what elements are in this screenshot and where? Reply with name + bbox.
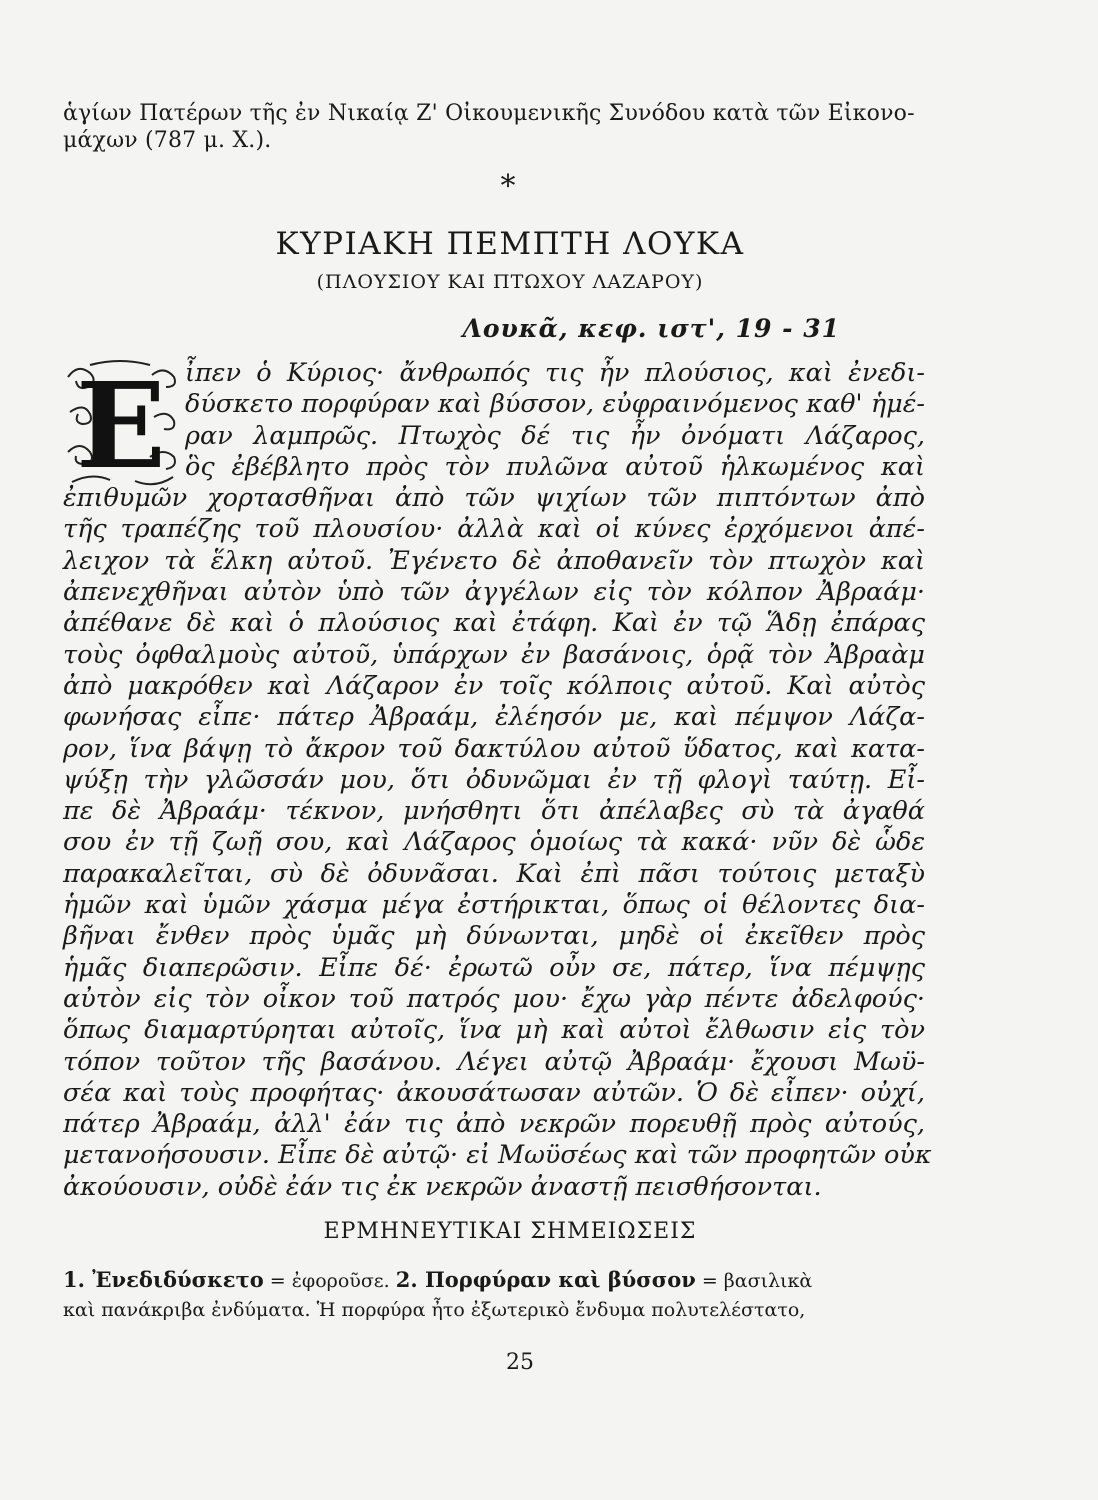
notes-line — [63, 1265, 925, 1296]
text-line: ἀπὸ μακρόθεν καὶ Λάζαρον ἐν τοῖς κόλποις αὐτοῦ. Καὶ αὐτὸς — [63, 670, 925, 701]
text-line: ἡμᾶς διαπερῶσιν. Εἶπε δέ· ἐρωτῶ οὖν σε, πάτερ, ἵνα πέμψῃς — [63, 952, 925, 983]
text-line: ὃς ἐβέβλητο πρὸς τὸν πυλῶνα αὐτοῦ ἡλκωμένος καὶ — [185, 451, 925, 482]
text-line: σέα καὶ τοὺς προφήτας· ἀκουσάτωσαν αὐτῶν. Ὁ δὲ εἶπεν· οὐχί, — [63, 1077, 925, 1108]
text-line: ραν λαμπρῶς. Πτωχὸς δέ τις ἦν ὀνόματι Λάζαρος, — [185, 420, 925, 451]
text-line: τόπον τοῦτον τῆς βασάνου. Λέγει αὐτῷ Ἀβραάμ· ἔχουσι Μωϋ- — [63, 1046, 925, 1077]
text-line: ἐπιθυμῶν χορτασθῆναι ἀπὸ τῶν ψιχίων τῶν πιπτόντων ἀπὸ — [63, 483, 925, 514]
note-definition: = ἐφοροῦσε. — [263, 1270, 396, 1292]
text-line: μετανοήσουσιν. Εἶπε δὲ αὐτῷ· εἰ Μωϋσέως καὶ τῶν προφητῶν οὐκ — [63, 1140, 932, 1171]
text-line: λειχον τὰ ἕλκη αὐτοῦ. Ἐγένετο δὲ ἀποθανεῖν τὸν πτωχὸν καὶ — [63, 545, 925, 576]
text-line: πάτερ Ἀβραάμ, ἀλλ' ἐάν τις ἀπὸ νεκρῶν πορευθῇ πρὸς αὐτούς, — [63, 1109, 925, 1140]
explanatory-notes — [63, 1265, 925, 1325]
note-term: 2. Πορφύραν καὶ βύσσον — [395, 1267, 696, 1292]
page-number: 25 — [506, 1350, 534, 1375]
text-line: ἀκούουσιν, οὐδὲ ἐάν τις ἐκ νεκρῶν ἀναστῇ πεισθήσονται. — [63, 1171, 822, 1202]
text-line: ἀπέθανε δὲ καὶ ὁ πλούσιος καὶ ἐτάφη. Καὶ ἐν τῷ Ἅδῃ ἐπάρας — [63, 608, 925, 639]
section-asterisk: * — [500, 169, 516, 204]
text-line: τῆς τραπέζης τοῦ πλουσίου· ἀλλὰ καὶ οἱ κύνες ἐρχόμενοι ἀπέ- — [63, 514, 925, 545]
scripture-reference: Λουκᾶ, κεφ. ιστ', 19 - 31 — [462, 314, 840, 343]
text-line: αὐτὸν εἰς τὸν οἶκον τοῦ πατρός μου· ἔχω γὰρ πέντε ἀδελφούς· — [63, 983, 925, 1014]
text-line: παρακαλεῖται, σὺ δὲ ὀδυνᾶσαι. Καὶ ἐπὶ πᾶσι τούτοις μεταξὺ — [63, 858, 925, 889]
drop-cap-letter: Ε — [76, 357, 166, 491]
text-line: ἶπεν ὁ Κύριος· ἄνθρωπός τις ἦν πλούσιος, καὶ ἐνεδι- — [185, 358, 925, 388]
note-definition: = βασιλικὰ — [695, 1270, 813, 1292]
notes-heading: ΕΡΜΗΝΕΥΤΙΚΑΙ ΣΗΜΕΙΩΣΕΙΣ — [323, 1219, 697, 1244]
intro-line: μάχων (787 μ. Χ.). — [63, 128, 272, 153]
text-line: δύσκετο πορφύραν καὶ βύσσον, εὐφραινόμενος καθ' ἡμέ- — [185, 389, 925, 420]
text-line: σου ἐν τῇ ζωῇ σου, καὶ Λάζαρος ὁμοίως τὰ κακά· νῦν δὲ ὧδε — [63, 827, 925, 858]
gospel-text — [63, 358, 932, 1203]
text-line: βῆναι ἔνθεν πρὸς ὑμᾶς μὴ δύνωνται, μηδὲ οἱ ἐκεῖθεν πρὸς — [63, 921, 925, 952]
intro-paragraph — [63, 100, 933, 154]
text-line: ἀπενεχθῆναι αὐτὸν ὑπὸ τῶν ἀγγέλων εἰς τὸν κόλπον Ἀβραάμ· — [63, 577, 925, 608]
text-line: ὅπως διαμαρτύρηται αὐτοῖς, ἵνα μὴ καὶ αὐτοὶ ἔλθωσιν εἰς τὸν — [63, 1015, 925, 1046]
text-line: τοὺς ὀφθαλμοὺς αὐτοῦ, ὑπάρχων ἐν βασάνοις, ὁρᾷ τὸν Ἀβραὰμ — [63, 639, 925, 670]
notes-line: καὶ πανάκριβα ἐνδύματα. Ἡ πορφύρα ἦτο ἐξωτερικὸ ἔνδυμα πολυτελέστατο, — [63, 1299, 806, 1321]
text-line: ἡμῶν καὶ ὑμῶν χάσμα μέγα ἐστήρικται, ὅπως οἱ θέλοντες δια- — [63, 890, 925, 921]
note-term: 1. Ἐνεδιδύσκετο — [63, 1267, 264, 1292]
intro-line: ἁγίων Πατέρων τῆς ἐν Νικαίᾳ Ζ' Οἰκουμενικῆς Συνόδου κατὰ τῶν Εἰκονο- — [63, 101, 915, 126]
text-line: πε δὲ Ἀβραάμ· τέκνον, μνήσθητι ὅτι ἀπέλαβες σὺ τὰ ἀγαθά — [63, 796, 925, 827]
page-subtitle: (ΠΛΟΥΣΙΟΥ ΚΑΙ ΠΤΩΧΟΥ ΛΑΖΑΡΟΥ) — [316, 271, 704, 293]
text-line: φωνήσας εἶπε· πάτερ Ἀβραάμ, ἐλέησόν με, καὶ πέμψον Λάζα- — [63, 702, 925, 733]
page-title: ΚΥΡΙΑΚΗ ΠΕΜΠΤΗ ΛΟΥΚΑ — [275, 226, 745, 262]
text-line: ρον, ἵνα βάψῃ τὸ ἄκρον τοῦ δακτύλου αὐτοῦ ὕδατος, καὶ κατα- — [63, 733, 925, 764]
text-line: ψύξῃ τὴν γλῶσσάν μου, ὅτι ὀδυνῶμαι ἐν τῇ φλογὶ ταύτῃ. Εἶ- — [63, 764, 925, 795]
